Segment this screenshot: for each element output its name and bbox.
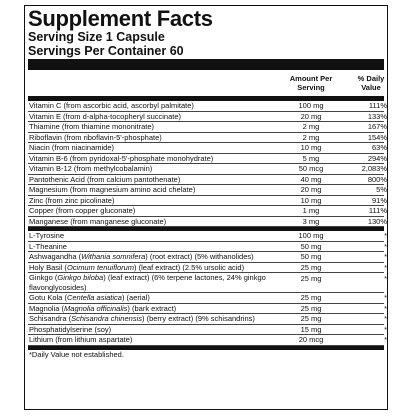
ingredient-name: Vitamin C (from ascorbic acid, ascorbyl palmitate) [29,101,194,110]
ingredient-name: L-Tyrosine [29,231,65,240]
ingredient-name: Niacin (from niacinamide) [29,143,115,152]
ingredient-name [28,293,267,303]
daily-value-header: % Daily Value [357,74,385,92]
daily-value: * [384,262,387,272]
amount-value: 50 mcg [298,164,324,173]
ingredient-rows [28,231,387,346]
name-prefix: Holy Basil ( [29,262,67,272]
column-header [28,70,384,96]
amount-value: 2 mg [302,122,320,131]
ingredient-name: Vitamin B-6 (from pyridoxal-5'-phosphate monohydrate) [29,153,214,163]
table-row [28,314,387,325]
table-row [28,195,387,207]
name-prefix: Gotu Kola ( [29,293,67,302]
amount-value: 15 mg [300,324,322,334]
amount-value: 25 mg [300,274,322,283]
amount-value: 100 mg [298,231,324,240]
daily-value: 154% [367,132,387,142]
ingredient-name: Copper (from copper gluconate) [29,206,136,215]
ingredient-name: L-Theanine [29,241,67,251]
daily-value: 167% [367,122,387,131]
ingredient-name [28,314,267,324]
ingredient-name: Thiamine (from thiamine mononitrate) [29,122,155,131]
amount-value: 2 mg [302,132,320,142]
ingredient-name: Phosphatidylserine (soy) [29,324,112,334]
amount-value: 20 mcg [298,335,324,344]
amount-value: 10 mg [300,143,322,152]
table-row [28,122,387,133]
amount-value: 3 mg [302,216,320,226]
name-suffix: ) (leaf extract) (2.5% ursolic acid) [134,262,245,272]
daily-value: 133% [367,111,387,121]
table-row [28,216,387,228]
name-suffix: ) (bark extract) [127,303,177,313]
ingredient-name [28,273,267,292]
amount-value: 25 mg [300,314,322,323]
daily-value: * [384,241,387,251]
amount-value: 25 mg [300,293,322,302]
ingredient-name: Vitamin B-12 (from methylcobalamin) [29,164,153,173]
latin-name: Magnolia officinalis [64,303,128,313]
ingredient-name [28,263,267,273]
name-prefix: Ashwagandha ( [29,252,82,261]
amount-header: Amount Per Serving [289,74,333,92]
amount-value: 40 mg [300,174,322,184]
name-suffix: ) (root extract) (5% withanolides) [145,252,254,261]
amount-value: 50 mg [300,252,322,261]
daily-value: 111% [368,101,387,110]
amount-value: 25 mg [300,303,322,313]
table-row [28,252,387,263]
name-suffix: ) (aerial) [121,293,150,302]
table-row [28,303,387,315]
latin-name: Ocimum tenuiflorum [66,262,135,272]
table-row [28,231,387,242]
amount-value: 5 mg [302,153,320,163]
daily-value: * [384,252,387,261]
ingredient-name: Magnesium (from magnesium amino acid chelate) [29,185,196,194]
amount-value: 25 mg [300,262,322,272]
daily-value: 800% [367,174,387,184]
daily-value: 63% [371,143,387,152]
table-row [28,324,387,336]
daily-value: * [384,293,387,302]
amount-value: 100 mg [298,101,324,110]
daily-value: * [384,303,387,313]
latin-name: Withania somnifera [81,252,146,261]
daily-value: * [384,314,387,323]
ingredient-name [28,252,267,262]
amount-value: 50 mg [300,241,322,251]
divider-thick [28,59,384,70]
panel-title: Supplement Facts [28,6,213,31]
supplement-facts-panel [24,5,388,410]
latin-name: Ginkgo biloba [57,273,104,282]
daily-value: 111% [368,206,387,215]
daily-value: * [384,324,387,334]
ingredient-name: Zinc (from zinc picolinate) [29,195,115,205]
amount-value: 20 mg [300,111,322,121]
ingredient-name [28,304,267,314]
table-row [28,206,387,217]
name-prefix: Schisandra ( [29,314,72,323]
vitamin-rows [28,101,387,227]
table-row [28,101,387,112]
daily-value: 2,083% [361,164,387,173]
daily-value: 91% [371,195,387,205]
ingredient-name: Pantothenic Acid (from calcium pantothenate) [29,174,181,184]
amount-value: 20 mg [300,185,322,194]
footnote: *Daily Value not established. [29,349,124,359]
table-row [28,153,387,165]
table-row [28,111,387,123]
daily-value: * [384,231,387,240]
daily-value: * [384,335,387,344]
table-row [28,174,387,186]
serving-size: Serving Size 1 Capsule [28,30,165,44]
ingredient-name: Lithium (from lithium aspartate) [29,335,133,344]
name-suffix: ) (berry extract) (9% schisandrins) [141,314,255,323]
table-row [28,185,387,196]
daily-value: 130% [367,216,387,226]
daily-value: 294% [367,153,387,163]
ingredient-name: Riboflavin (from riboflavin-5'-phosphate) [29,132,162,142]
amount-value: 10 mg [300,195,322,205]
ingredient-name: Vitamin E (from d-alpha-tocopheryl succinate) [29,111,182,121]
name-suffix: ) (leaf extract) (6% terpene lactones, 24% ginkgo flavonglycosides) [29,273,266,292]
name-prefix: Magnolia ( [29,303,65,313]
latin-name: Centella asiatica [66,293,122,302]
table-row [28,132,387,144]
servings-per-container: Servings Per Container 60 [28,44,184,58]
table-row [28,335,387,346]
daily-value: 5% [376,185,387,194]
table-row [28,241,387,253]
daily-value: * [384,274,387,283]
table-row [28,164,387,175]
amount-value: 1 mg [302,206,320,215]
ingredient-name: Manganese (from manganese gluconate) [29,216,167,226]
table-row [28,273,387,293]
table-row [28,262,387,274]
table-row [28,143,387,154]
table-row [28,293,387,304]
name-prefix: Ginkgo ( [29,273,58,282]
latin-name: Schisandra chinensis [71,314,142,323]
